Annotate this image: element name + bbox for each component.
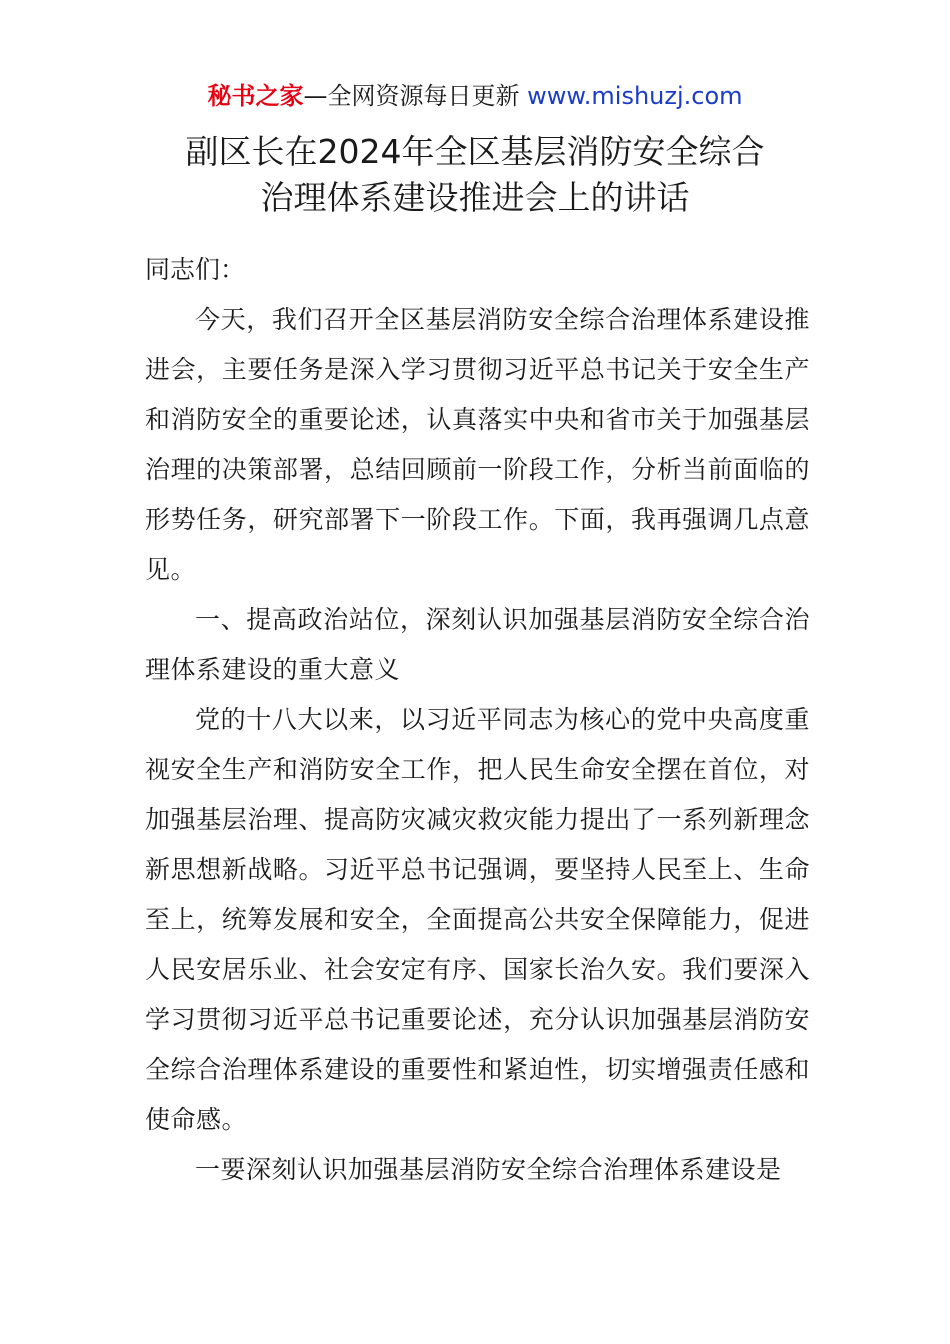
document-title-line2: 治理体系建设推进会上的讲话: [260, 178, 690, 217]
paragraph-significance: 党的十八大以来，以习近平同志为核心的党中央高度重视安全生产和消防安全工作，把人民生命安全摆在首位，对加强基层治理、提高防灾减灾救灾能力提出了一系列新理念新思想新战略。习近平总书记强调，要坚持人民至上、生命至上，统筹发展和安全，全面提高公共安全保障能力，促进人民安居乐业、社会安定有序、国家长治久安。我们要深入学习贯彻习近平总书记重要论述，充分认识加强基层消防安全综合治理体系建设的重要性和紧迫性，切实增强责任感和使命感。: [145, 705, 810, 1134]
document-title-line1: 副区长在2024年全区基层消防安全综合: [185, 132, 765, 171]
document-body: [145, 295, 810, 1195]
paragraph-first-point: 一要深刻认识加强基层消防安全综合治理体系建设是: [195, 1155, 782, 1184]
section-heading-1: 一、提高政治站位，深刻认识加强基层消防安全综合治理体系建设的重大意义: [145, 605, 810, 684]
site-header: [0, 80, 950, 112]
site-brand: 秘书之家: [207, 82, 304, 110]
site-tagline: —全网资源每日更新: [303, 82, 528, 110]
site-url-link[interactable]: www.mishuzj.com: [527, 82, 743, 110]
paragraph-intro: 今天，我们召开全区基层消防安全综合治理体系建设推进会，主要任务是深入学习贯彻习近平总书记关于安全生产和消防安全的重要论述，认真落实中央和省市关于加强基层治理的决策部署，总结回顾前一阶段工作，分析当前面临的形势任务，研究部署下一阶段工作。下面，我再强调几点意见。: [145, 305, 810, 584]
greeting: 同志们：: [145, 255, 246, 284]
